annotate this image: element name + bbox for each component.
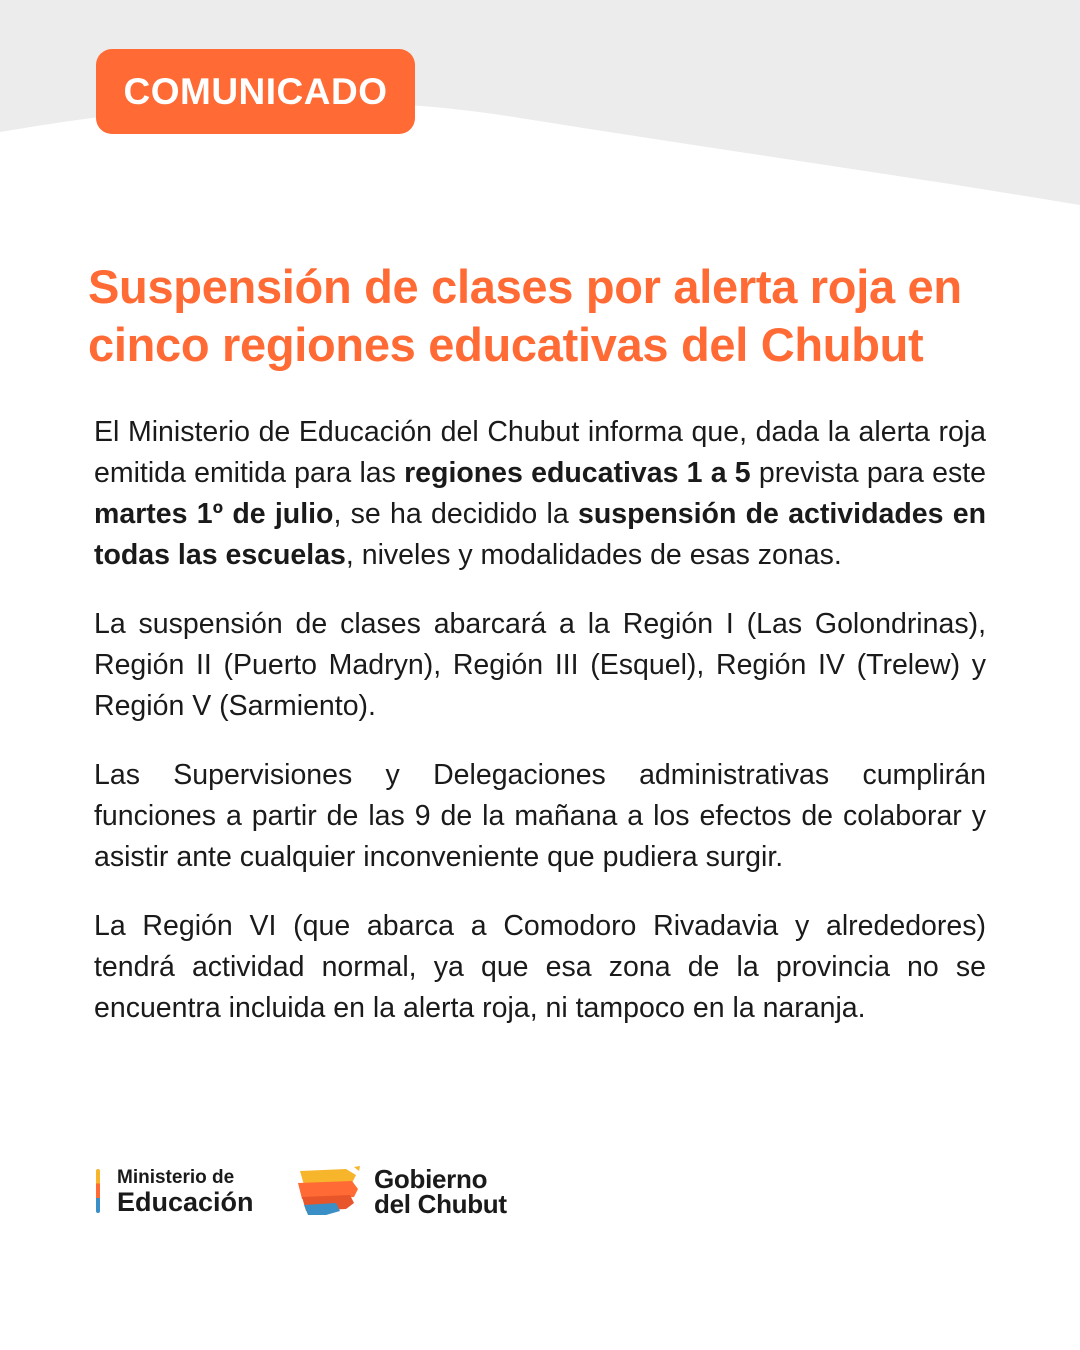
title-line-2: cinco regiones educativas del Chubut [88,318,924,371]
footer-logos [96,1165,616,1225]
gobierno-text [374,1164,507,1219]
ministerio-line-2: Educación [117,1186,254,1217]
paragraph-1 [94,412,986,576]
paragraph-4: La Región VI (que abarca a Comodoro Rivadavia y alrededores) tendrá actividad normal, ya que esa zona de la provincia no se encuentra incluida en la alerta roja, ni tampoco en la naranja. [94,910,986,1024]
p1-text-3: , se ha decidido la [333,498,578,530]
p1-bold-regions: regiones educativas 1 a 5 [404,457,751,489]
ministerio-educacion-logo [96,1167,254,1215]
article-body [94,412,986,1057]
page-title [88,258,998,374]
comunicado-badge [96,49,415,134]
badge-label: COMUNICADO [123,70,388,112]
p1-text-2: prevista para este [750,457,986,489]
p1-text-1: El Ministerio de Educación del Chubut informa que, dada la alerta roja emitida emitida para las [94,416,986,489]
gobierno-chubut-logo-icon [296,1165,366,1217]
p1-bold-date: martes 1º de julio [94,498,334,530]
ministerio-color-bar [96,1169,100,1213]
paragraph-3: Las Supervisiones y Delegaciones administrativas cumplirán funciones a partir de las 9 de la mañana a los efectos de colaborar y asistir ante cualquier inconveniente que pudiera surgir. [94,759,986,873]
p1-text-4: , niveles y modalidades de esas zonas. [345,539,842,571]
ministerio-text [117,1167,254,1215]
title-line-1: Suspensión de clases por alerta roja en [88,260,962,313]
gobierno-line-1: Gobierno [374,1164,488,1194]
paragraph-2: La suspensión de clases abarcará a la Región I (Las Golondrinas), Región II (Puerto Madryn), Región III (Esquel), Región IV (Trelew) y Región V (Sarmiento). [94,608,986,722]
ministerio-line-1: Ministerio de [117,1166,235,1188]
p1-bold-suspension: suspensión de actividades en todas las escuelas [94,498,986,571]
gobierno-line-2: del Chubut [374,1189,507,1219]
